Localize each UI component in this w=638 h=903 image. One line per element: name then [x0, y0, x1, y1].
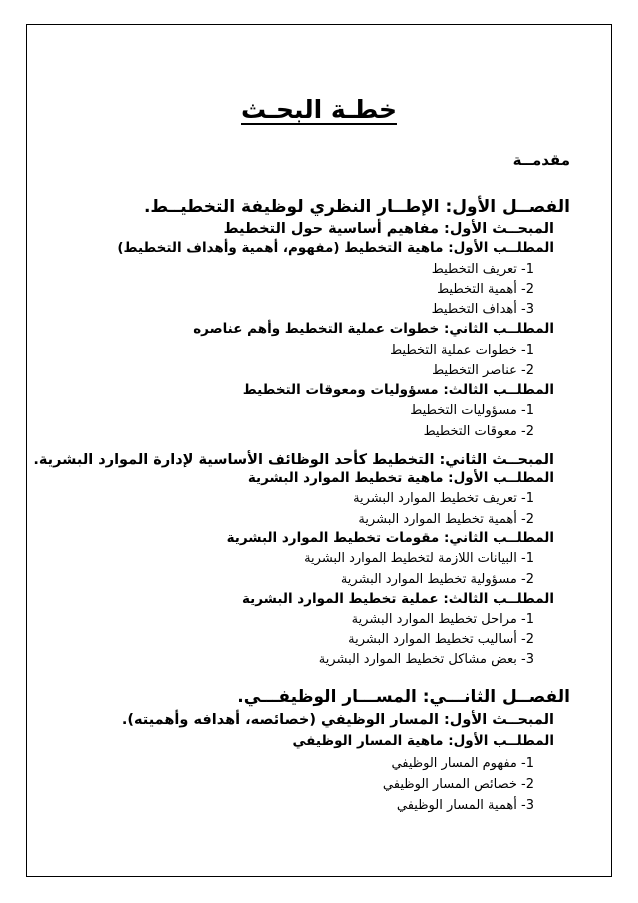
list-item: 1- مراحل تخطيط الموارد البشرية — [351, 612, 534, 627]
list-item: 3- أهمية المسار الوظيفي — [396, 798, 534, 813]
list-item: 2- معوقات التخطيط — [423, 424, 534, 439]
chapter-2-title: الفصــل الثانـــي: المســـار الوظيفـــي. — [237, 687, 570, 707]
chapter-2-section-1-title: المبحــث الأول: المسار الوظيفي (خصائصه، أهدافه وأهميته). — [121, 712, 554, 728]
list-item: 2- مسؤولية تخطيط الموارد البشرية — [340, 572, 534, 587]
list-item: 3- بعض مشاكل تخطيط الموارد البشرية — [318, 652, 534, 667]
ch1-s2-requirement-3: المطلــب الثالث: عملية تخطيط الموارد البشرية — [242, 591, 554, 607]
ch1-s2-requirement-1: المطلــب الأول: ماهية تخطيط الموارد البشرية — [247, 470, 554, 486]
list-item: 1- تعريف التخطيط — [431, 262, 534, 277]
ch2-s1-requirement-1: المطلــب الأول: ماهية المسار الوظيفي — [292, 733, 554, 749]
page-title: خطـة البحـث — [241, 95, 397, 124]
list-item: 3- أهداف التخطيط — [431, 302, 534, 317]
ch1-s2-requirement-2: المطلــب الثاني: مقومات تخطيط الموارد البشرية — [226, 530, 554, 546]
list-item: 2- أهمية تخطيط الموارد البشرية — [358, 512, 534, 527]
intro-heading: مقدمــة — [512, 151, 570, 169]
chapter-1-title: الفصــل الأول: الإطــار النظري لوظيفة التخطيــط. — [143, 197, 570, 217]
ch1-s1-requirement-3: المطلــب الثالث: مسؤوليات ومعوقات التخطيط — [242, 382, 554, 398]
list-item: 2- عناصر التخطيط — [432, 363, 534, 378]
list-item: 2- أهمية التخطيط — [437, 282, 534, 297]
chapter-1-section-1-title: المبحــث الأول: مفاهيم أساسية حول التخطيط — [223, 221, 554, 237]
list-item: 2- خصائص المسار الوظيفي — [382, 777, 534, 792]
list-item: 1- مسؤوليات التخطيط — [410, 403, 534, 418]
list-item: 1- خطوات عملية التخطيط — [390, 343, 534, 358]
list-item: 2- أساليب تخطيط الموارد البشرية — [348, 632, 534, 647]
list-item: 1- تعريف تخطيط الموارد البشرية — [353, 491, 534, 506]
list-item: 1- البيانات اللازمة لتخطيط الموارد البشرية — [304, 551, 534, 566]
list-item: 1- مفهوم المسار الوظيفي — [391, 756, 534, 771]
chapter-1-section-2-title: المبحــث الثاني: التخطيط كأحد الوظائف الأساسية لإدارة الموارد البشرية. — [33, 452, 554, 468]
ch1-s1-requirement-1: المطلــب الأول: ماهية التخطيط (مفهوم، أهمية وأهداف التخطيط) — [117, 240, 554, 256]
ch1-s1-requirement-2: المطلــب الثاني: خطوات عملية التخطيط وأهم عناصره — [193, 321, 554, 337]
